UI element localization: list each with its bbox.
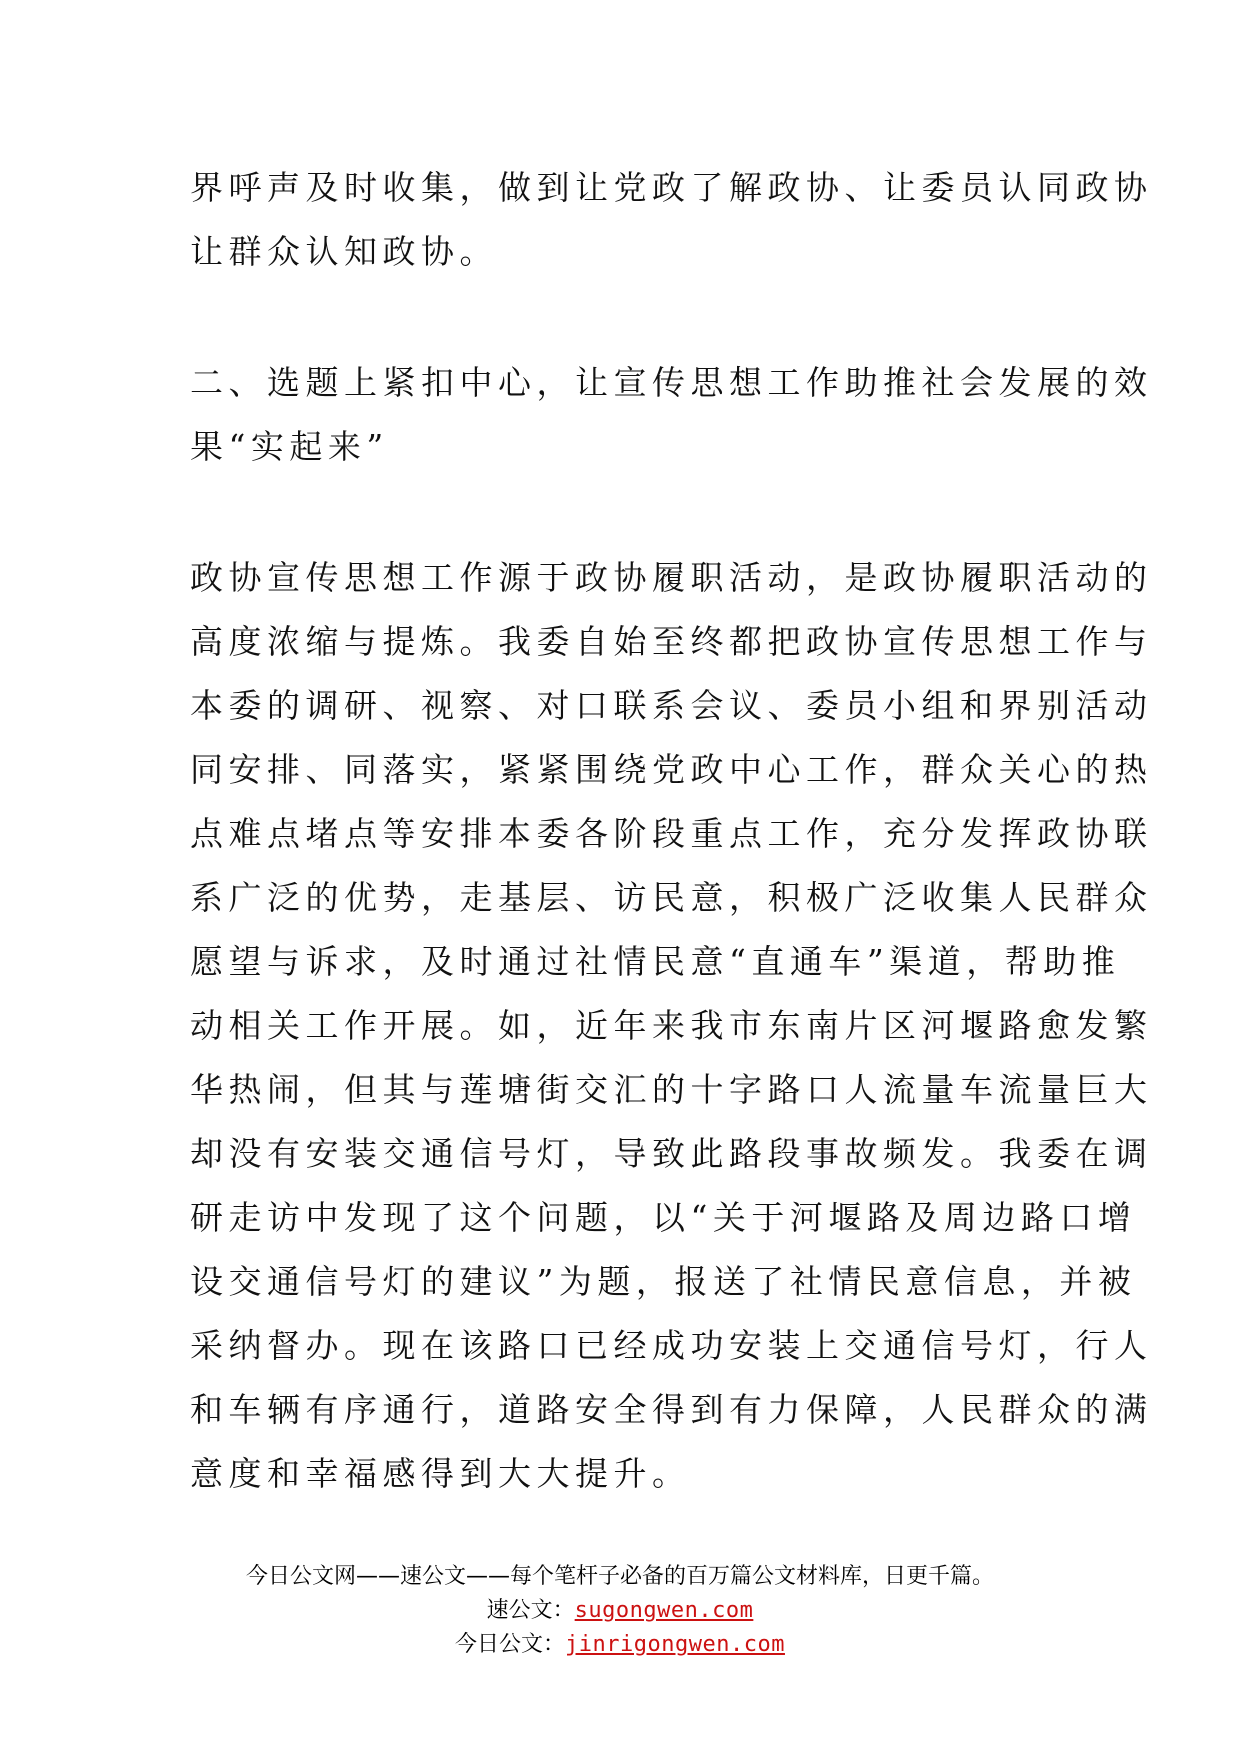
text-line: 设交通信号灯的建议”为题，报送了社情民意信息，并被 [190,1262,1137,1301]
text-line: 愿望与诉求，及时通过社情民意“直通车”渠道，帮助推 [190,942,1121,981]
footer-jinrigongwen [0,1628,1240,1662]
footer-sugongwen [0,1594,1240,1628]
text-line: 动相关工作开展。如，近年来我市东南片区河堰路愈发繁 [190,1006,1153,1045]
jinrigongwen-link[interactable]: jinrigongwen.com [565,1632,785,1657]
text-line: 界呼声及时收集，做到让党政了解政协、让委员认同政协 [190,168,1153,207]
text-line: 和车辆有序通行，道路安全得到有力保障，人民群众的满 [190,1390,1153,1429]
text-line: 本委的调研、视察、对口联系会议、委员小组和界别活动 [190,686,1153,725]
text-line: 采纳督办。现在该路口已经成功安装上交通信号灯，行人 [190,1326,1153,1365]
sugongwen-link[interactable]: sugongwen.com [574,1598,754,1623]
text-line: 系广泛的优势，走基层、访民意，积极广泛收集人民群众 [190,878,1153,917]
footer-sugongwen-label: 速公文： [486,1598,575,1623]
paragraph-continuation [190,156,1153,284]
text-line: 高度浓缩与提炼。我委自始至终都把政协宣传思想工作与 [190,622,1153,661]
section-heading-2 [190,351,1153,479]
page-footer [0,1560,1240,1662]
text-line: 华热闹，但其与莲塘街交汇的十字路口人流量车流量巨大 [190,1070,1153,1109]
text-line: 让群众认知政协。 [190,232,498,271]
heading-line: 二、选题上紧扣中心，让宣传思想工作助推社会发展的效 [190,363,1153,402]
text-line: 却没有安装交通信号灯，导致此路段事故频发。我委在调 [190,1134,1153,1173]
text-line: 政协宣传思想工作源于政协履职活动，是政协履职活动的 [190,558,1153,597]
footer-tagline: 今日公文网——速公文——每个笔杆子必备的百万篇公文材料库，日更千篇。 [245,1564,994,1589]
footer-jinrigongwen-label: 今日公文： [455,1632,566,1657]
text-line: 点难点堵点等安排本委各阶段重点工作，充分发挥政协联 [190,814,1153,853]
body-paragraph [190,546,1153,1506]
text-line: 同安排、同落实，紧紧围绕党政中心工作，群众关心的热 [190,750,1153,789]
text-line: 意度和幸福感得到大大提升。 [190,1454,691,1493]
heading-line: 果“实起来” [190,427,389,466]
text-line: 研走访中发现了这个问题，以“关于河堰路及周边路口增 [190,1198,1137,1237]
